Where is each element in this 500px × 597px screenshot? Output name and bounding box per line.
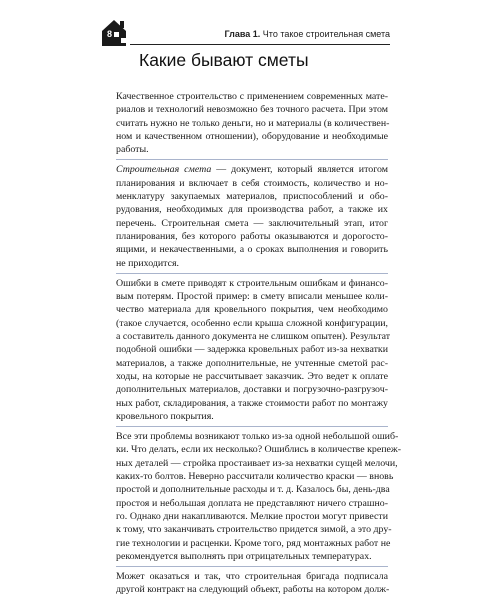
chapter-label: Глава 1. — [224, 29, 261, 39]
paragraph-3-line: материалов, а также дополнительные, не учтенные сметой рас- — [116, 357, 388, 369]
paragraph-4-line: к тому, что заканчивать строительство придется зимой, а это дру- — [116, 524, 392, 536]
paragraph-4-line: гие технологии и расценки. Кроме того, ряд монтажных работ не — [116, 537, 391, 549]
paragraph-1-line: работы. — [116, 144, 149, 156]
paragraph-4-line: ки. Что делать, если их несколько? Ошиблись в количестве крепеж- — [116, 444, 402, 456]
paragraph-3-line: а составитель данного документа не слишком опытен). Результат — [116, 331, 391, 343]
paragraph-4-line: простоя и небольшая доплата не представляют ничего страшно- — [116, 497, 388, 509]
paragraph-4-line: ных деталей — стройка простаивает из-за нехватки сущей мелочи, — [116, 457, 398, 469]
paragraph-2-line: планирования и включает в себя стоимость, количество и но- — [116, 177, 388, 189]
paragraph-2-line: рудования, необходимых для производства работ, а также их — [116, 204, 388, 216]
running-head-text — [224, 29, 390, 39]
paragraph-1-line: ном и качественном отношении), оборудование и необходимые — [116, 130, 388, 142]
paragraph-3-line: (такое случается, особенно если крыша сложной конфигурации, — [116, 317, 388, 329]
paragraph-1-line: считать нужно не только деньги, но и материалы (в количествен- — [116, 117, 390, 129]
house-logo-icon — [100, 18, 130, 48]
paragraph-4-line: каких-то болтов. Неверно рассчитали количество краски — вновь — [116, 471, 394, 483]
paragraph-2-line: планирования, без которого работы оказываются и дорогосто- — [116, 230, 388, 242]
paragraph-3-line: ных работ, складирования, а также стоимости работ по монтажу — [116, 397, 388, 409]
section-title: Какие бывают сметы — [139, 50, 309, 70]
paragraph-3-line: кровельного покрытия. — [116, 410, 214, 422]
paragraph-2 — [116, 163, 388, 273]
paragraph-2-line: не приходится. — [116, 257, 179, 269]
body-text — [116, 90, 402, 597]
paragraph-1-line: Качественное строительство с применением современных мате- — [116, 91, 388, 102]
paragraph-2-line: — документ, который является итогом — [211, 164, 389, 176]
paragraph-4-line: рекомендуется выполнять при отрицательных температурах. — [116, 550, 372, 562]
paragraph-3-line: Ошибки в смете приводят к строительным ошибкам и финансо- — [116, 277, 388, 289]
running-header — [100, 18, 390, 48]
paragraph-3-line: дополнительных материалов, доставки и погрузочно-разгрузоч- — [116, 384, 388, 396]
paragraph-1-line: риалов и технологий невозможно без точного расчета. При этом — [116, 104, 388, 116]
paragraph-3-line: чество материала для кровельного покрытия, чем необходимо — [116, 304, 388, 316]
header-rule — [130, 44, 390, 45]
chapter-title: Что такое строительная смета — [260, 29, 390, 39]
paragraph-4-line: Все эти проблемы возникают только из-за одной небольшой ошиб- — [116, 431, 399, 443]
paragraph-4 — [116, 430, 402, 567]
paragraph-3 — [116, 277, 391, 427]
paragraph-3-line: вым потерям. Простой пример: в смету вписали меньшее коли- — [116, 291, 388, 303]
paragraph-5 — [116, 570, 388, 597]
paragraph-3-line: ходы, на которые не рассчитывает заказчик. Это ведет к оплате — [116, 370, 388, 382]
paragraph-4-line: го. Однако дни накапливаются. Мелкие простои могут привести — [116, 510, 388, 522]
paragraph-1 — [116, 90, 388, 160]
paragraph-2-line: перечень. Строительная смета — заключительный этап, итог — [116, 217, 388, 229]
defined-term: Строительная смета — [116, 164, 212, 176]
paragraph-5-line: другой контракт на следующий объект, работы на котором долж- — [116, 584, 390, 596]
paragraph-2-line: менклатуру закупаемых материалов, приспособлений и обо- — [116, 191, 388, 203]
page-number: 8 — [107, 29, 113, 39]
paragraph-5-line: Может оказаться и так, что строительная бригада подписала — [116, 571, 388, 583]
paragraph-4-line: простой и дополнительные расходы и т. д. Казалось бы, день-два — [116, 484, 390, 496]
paragraph-2-line: ящими, и некачественными, а о сроках выполнения и говорить — [116, 244, 388, 256]
paragraph-3-line: подобной ошибки — задержка кровельных работ из-за нехватки — [116, 344, 388, 356]
